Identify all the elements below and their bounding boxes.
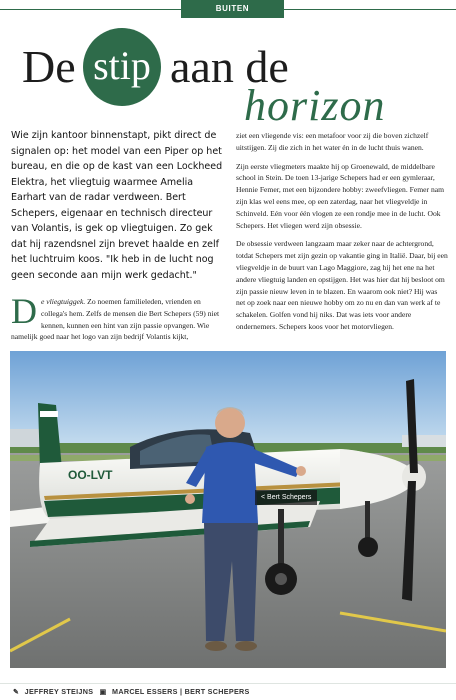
credits-bar: [0, 683, 456, 700]
headline-word-aan-de: aan de: [170, 41, 289, 92]
headline-word-horizon: horizon: [244, 81, 386, 130]
body-text-left: Zo noemen familieleden, vrienden en collega's hem. Zelfs de mensen die Bert Schepers (59) niet kennen, kunnen een hint van zijn passie opvangen. Wie namelijk goed naar het logo van zijn bedrijf Volantis kijkt,: [11, 297, 220, 342]
photo-caption: < Bert Schepers: [255, 490, 317, 505]
headline: [18, 34, 448, 130]
body-paragraph-3: De obsessie verdween langzaam maar zeker naar de achtergrond, totdat Schepers met zijn gezin op vakantie ging in Italië. Daar, bij een vliegveldje in de buurt van Lago Maggiore, zag hij het ene na het andere vliegtuig landen en opstijgen. Het was hier dat hij besloot om zijn passie nieuw leven in te blazen. En waarom ook niet? Hij was net op zoek naar een nieuwe hobby om zo nu en dan van werk af te schakelen. Golfen vond hij niks. Dat was iets voor andere ondernemers. Schepers koos voor het motorvliegen.: [236, 239, 448, 331]
aircraft-registration: OO-LVT: [68, 468, 113, 482]
headline-word-stip: stip: [93, 43, 151, 88]
article-photo: [10, 351, 446, 668]
pen-icon: ✎: [13, 687, 20, 697]
body-paragraph-1: ziet een vliegende vis: een metafoor voor zij die boven zichzelf uitstijgen. Zij die zich in het water én in de lucht thuis wanen.: [236, 131, 429, 152]
body-column-right: [236, 130, 448, 340]
body-column-left: [11, 291, 225, 343]
body-paragraph-2: Zijn eerste vliegmeters maakte hij op Groenewald, de middelbare school in Stein. De toen 13-jarige Schepers had er een gymleraar, Hennie Femer, met een bijzondere hobby: zweefvliegen. Femer nam zijn klas wel eens mee, op een zaterdag, naar het vliegveldje in Schinveld. Eén voor één vlogen ze een rondje mee in de lucht. Ook Schepers. Het vliegen werd zijn obsessie.: [236, 161, 445, 230]
photographer-credit: MARCEL ESSERS | BERT SCHEPERS: [112, 687, 250, 697]
drop-cap: D: [11, 291, 37, 331]
photo-illustration: [10, 351, 446, 668]
intro-paragraph: Wie zijn kantoor binnenstapt, pikt direct de signalen op: het model van een Piper op het bureau, en die op de kast van een Lockheed Elektra, het vliegtuig waarmee Amelia Earhart van de radar verdween. Bert Schepers, eigenaar en technisch directeur van Volantis, is gek op vliegtuigen. Zo gek dat hij razendsnel zijn brevet haalde en zelf het luchtruim koos. "Ik heb in de lucht nog geen seconde aan mijn werk gedacht.": [11, 130, 223, 281]
section-label: BUITEN KANTOORUREN: [181, 0, 284, 18]
headline-word-de: De: [22, 41, 76, 92]
writer-credit: JEFFREY STEIJNS: [24, 687, 94, 697]
lead-in: e vliegtuiggek.: [41, 297, 86, 306]
camera-icon: ▣: [99, 687, 107, 697]
